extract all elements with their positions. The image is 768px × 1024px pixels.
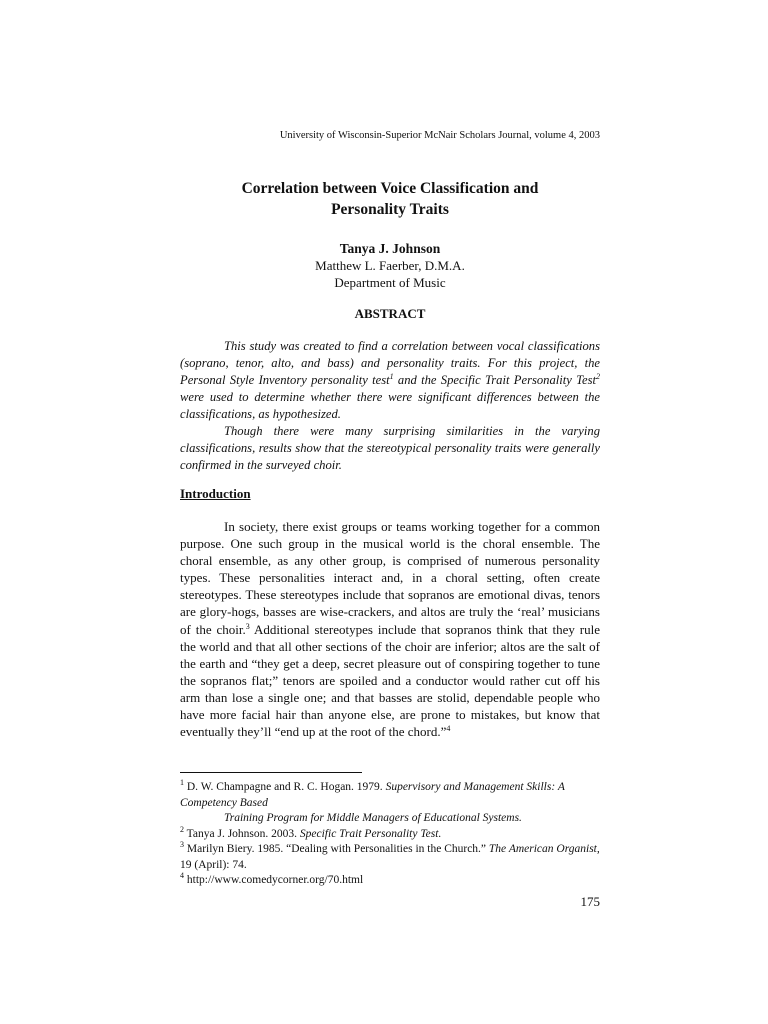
footnote-ref-4: 4 — [446, 724, 451, 734]
title-line-1: Correlation between Voice Classification and — [241, 180, 539, 197]
running-head: University of Wisconsin-Superior McNair Scholars Journal, volume 4, 2003 — [279, 130, 600, 141]
abstract-paragraph-1: This study was created to find a correlation between vocal classifications (soprano, tenor, alto, and bass) and personality traits. For this project, the Personal Style Inventory personality test$^1$ and the Specific Trait Personality Test$^2$ were used to determine whether there were significant differences between the classifications, as hypothesized. — [180, 339, 600, 421]
footnote-ref-1: 1 — [389, 372, 394, 381]
department-name: Department of Music — [334, 275, 446, 290]
footnote-2: $^2$ Tanya J. Johnson. 2003. Specific Trait Personality Test. — [180, 824, 442, 840]
introduction-heading: Introduction — [180, 486, 251, 501]
footnote-4: $^4$ http://www.comedycorner.org/70.html — [180, 871, 364, 886]
footnote-1-continuation: Training Program for Middle Managers of Educational Systems. — [224, 812, 522, 824]
footnote-divider — [180, 772, 362, 773]
page-number: 175 — [580, 894, 600, 909]
footnote-1: $^1$ D. W. Champagne and R. C. Hogan. 1979. Supervisory and Management Skills: A Competency Based — [180, 778, 565, 809]
author-name: Tanya J. Johnson — [339, 241, 441, 256]
title-line-2: Personality Traits — [331, 201, 449, 218]
footnote-3: $^3$ Marilyn Biery. 1985. “Dealing with Personalities in the Church.” The American Organist, 19 (April): 74. — [180, 840, 600, 871]
introduction-body — [180, 518, 600, 740]
footnote-ref-2: 2 — [596, 372, 600, 381]
abstract-body — [180, 338, 600, 474]
author-block — [180, 240, 600, 291]
abstract-heading: ABSTRACT — [354, 306, 426, 321]
paper-title — [180, 178, 600, 220]
footnote-ref-3: 3 — [245, 621, 250, 631]
footnotes — [180, 780, 600, 889]
introduction-paragraph: In society, there exist groups or teams working together for a common purpose. One such group in the musical world is the choral ensemble. The choral ensemble, as any other group, is comprised of numerous personality types. These personalities interact and, in a choral setting, often create stereotypes. These stereotypes include that sopranos are emotional divas, tenors are glory-hogs, basses are wise-crackers, and altos are truly the ‘real’ musicians of the choir.$^3$ Additional stereotypes include that sopranos think that they rule the world and that all other sections of the choir are inferior; altos are the salt of the earth and “they get a deep, secret pleasure out of conspiring together to tune the sopranos flat;” tenors are spoiled and a conductor would rather cut off his arm than lose a single one; and that basses are stolid, dependable people who have more facial hair than anyone else, are prone to mistakes, but know that eventually they’ll “end up at the root of the chord.”$^4$ — [180, 519, 600, 740]
footnote-4-url: http://www.comedycorner.org/70.html — [184, 874, 364, 886]
abstract-paragraph-2: Though there were many surprising similarities in the varying classifications, results show that the stereotypical personality traits were generally confirmed in the surveyed choir. — [180, 424, 600, 472]
mentor-name: Matthew L. Faerber, D.M.A. — [315, 258, 465, 273]
